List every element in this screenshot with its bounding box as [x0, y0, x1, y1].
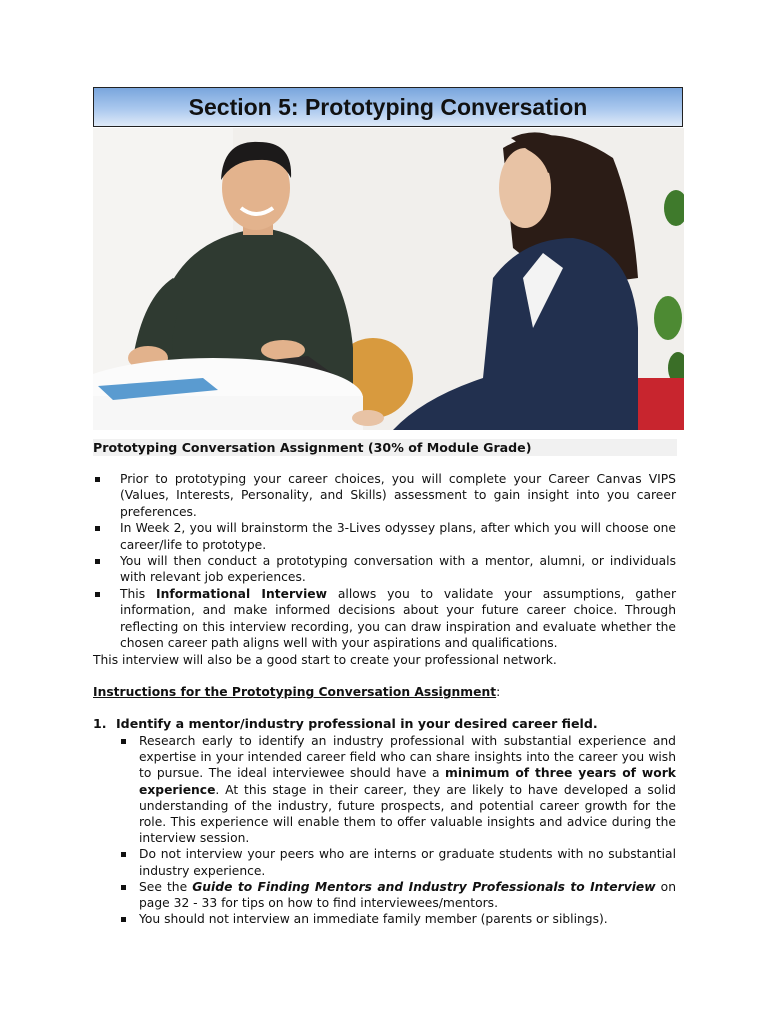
instructions-heading: [93, 684, 500, 700]
list-item: In Week 2, you will brainstorm the 3-Lives odyssey plans, after which you will choose one career/life to prototype.: [93, 520, 676, 553]
b1-bold: minimum of three years of work experience: [139, 766, 676, 797]
step-1-heading: [93, 716, 598, 732]
network-paragraph: This interview will also be a good start to create your professional network.: [93, 653, 557, 667]
step-1-bullet-list: [119, 733, 676, 927]
instructions-heading-text: Instructions for the Prototyping Conversation Assignment: [93, 685, 497, 699]
b1-post: . At this stage in their career, they are likely to have developed a solid understanding of the industry, future prospects, and potential career growth for the role. This experience will enable them to offer valuable insights and advice during the interview session.: [139, 782, 676, 846]
step-text: Identify a mentor/industry professional in your desired career field.: [116, 716, 598, 731]
section-title: Section 5: Prototyping Conversation: [93, 87, 683, 127]
list-item: [93, 586, 676, 652]
list-item: You should not interview an immediate family member (parents or siblings).: [119, 911, 676, 927]
bullet4-post: allows you to validate your assumptions, gather information, and make informed decisions about your future career choice. Through reflecting on this interview recording, you can draw inspiration and evaluate whether the chosen career path aligns well with your aspirations and qualifications.: [120, 586, 677, 651]
list-item: You will then conduct a prototyping conversation with a mentor, alumni, or individuals with relevant job experiences.: [93, 553, 676, 586]
overview-bullet-list: [93, 471, 676, 651]
instructions-colon: :: [496, 685, 501, 699]
informational-interview-term: Informational Interview: [156, 586, 327, 601]
step-number: 1.: [93, 716, 107, 731]
list-item: Do not interview your peers who are interns or graduate students with no substantial industry experience.: [119, 846, 676, 878]
photo-two-people-conversation: [93, 128, 684, 430]
b3-pre: See the: [139, 879, 193, 894]
bullet4-pre: This: [120, 586, 157, 601]
b3-post: on page 32 - 33 for tips on how to find interviewees/mentors.: [139, 879, 676, 911]
list-item: [119, 879, 676, 911]
b1-pre: Research early to identify an industry professional with substantial experience and expertise in your intended career field who can share insights into the career you wish to pursue. The ideal interviewee should have a: [139, 734, 676, 781]
list-item: [119, 733, 676, 846]
assignment-subheading: Prototyping Conversation Assignment (30% of Module Grade): [93, 439, 677, 456]
list-item: Prior to prototyping your career choices, you will complete your Career Canvas VIPS (Values, Interests, Personality, and Skills) assessment to gain insight into you career preferences.: [93, 471, 676, 520]
guide-title: Guide to Finding Mentors and Industry Professionals to Interview: [192, 879, 656, 894]
